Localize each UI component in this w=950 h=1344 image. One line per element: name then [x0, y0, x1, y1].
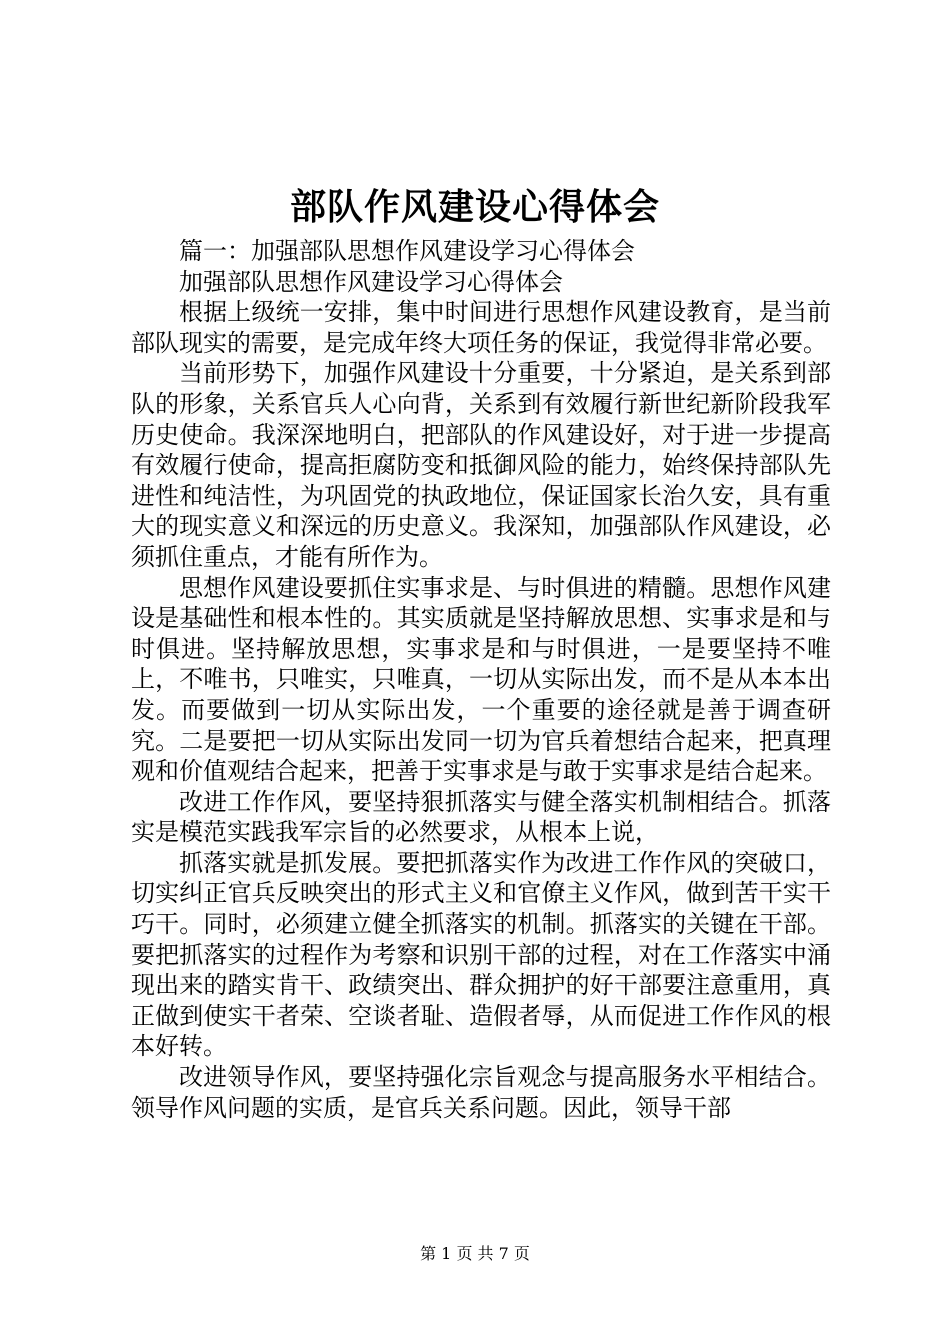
paragraph: 改进领导作风，要坚持强化宗旨观念与提高服务水平相结合。领导作风问题的实质，是官兵关系问题。因此，领导干部: [131, 1063, 831, 1122]
paragraph: 改进工作作风，要坚持狠抓落实与健全落实机制相结合。抓落实是模范实践我军宗旨的必然要求，从根本上说，: [131, 787, 831, 847]
paragraph: 思想作风建设要抓住实事求是、与时俱进的精髓。思想作风建设是基础性和根本性的。其实质就是坚持解放思想、实事求是和与时俱进。坚持解放思想，实事求是和与时俱进，一是要坚持不唯上，不唯书，只唯实，只唯真，一切从实际出发，而不是从本本出发。而要做到一切从实际出发，一个重要的途径就是善于调查研究。二是要把一切从实际出发同一切为官兵着想结合起来，把真理观和价值观结合起来，把善于实事求是与敢于实事求是结合起来。: [131, 573, 831, 786]
section-heading: 篇一：加强部队思想作风建设学习心得体会: [179, 237, 635, 265]
paragraph: 根据上级统一安排，集中时间进行思想作风建设教育，是当前部队现实的需要，是完成年终大项任务的保证，我觉得非常必要。: [131, 298, 831, 357]
paragraph: 抓落实就是抓发展。要把抓落实作为改进工作作风的突破口，切实纠正官兵反映突出的形式主义和官僚主义作风，做到苦干实干巧干。同时，必须建立健全抓落实的机制。抓落实的关键在干部。要把抓落实的过程作为考察和识别干部的过程，对在工作落实中涌现出来的踏实肯干、政绩突出、群众拥护的好干部要注意重用，真正做到使实干者荣、空谈者耻、造假者辱，从而促进工作作风的根本好转。: [131, 848, 831, 1061]
document-body: [131, 236, 831, 1123]
page-number-footer: 第 1 页 共 7 页: [420, 1244, 530, 1263]
paragraph: 当前形势下，加强作风建设十分重要，十分紧迫，是关系到部队的形象，关系官兵人心向背，关系到有效履行新世纪新阶段我军历史使命。我深深地明白，把部队的作风建设好，对于进一步提高有效履行使命，提高拒腐防变和抵御风险的能力，始终保持部队先进性和纯洁性，为巩固党的执政地位，保证国家长治久安，具有重大的现实意义和深远的历史意义。我深知，加强部队作风建设，必须抓住重点，才能有所作为。: [131, 359, 831, 571]
document-title: 部队作风建设心得体会: [289, 186, 660, 228]
article-subtitle: 加强部队思想作风建设学习心得体会: [179, 267, 563, 296]
